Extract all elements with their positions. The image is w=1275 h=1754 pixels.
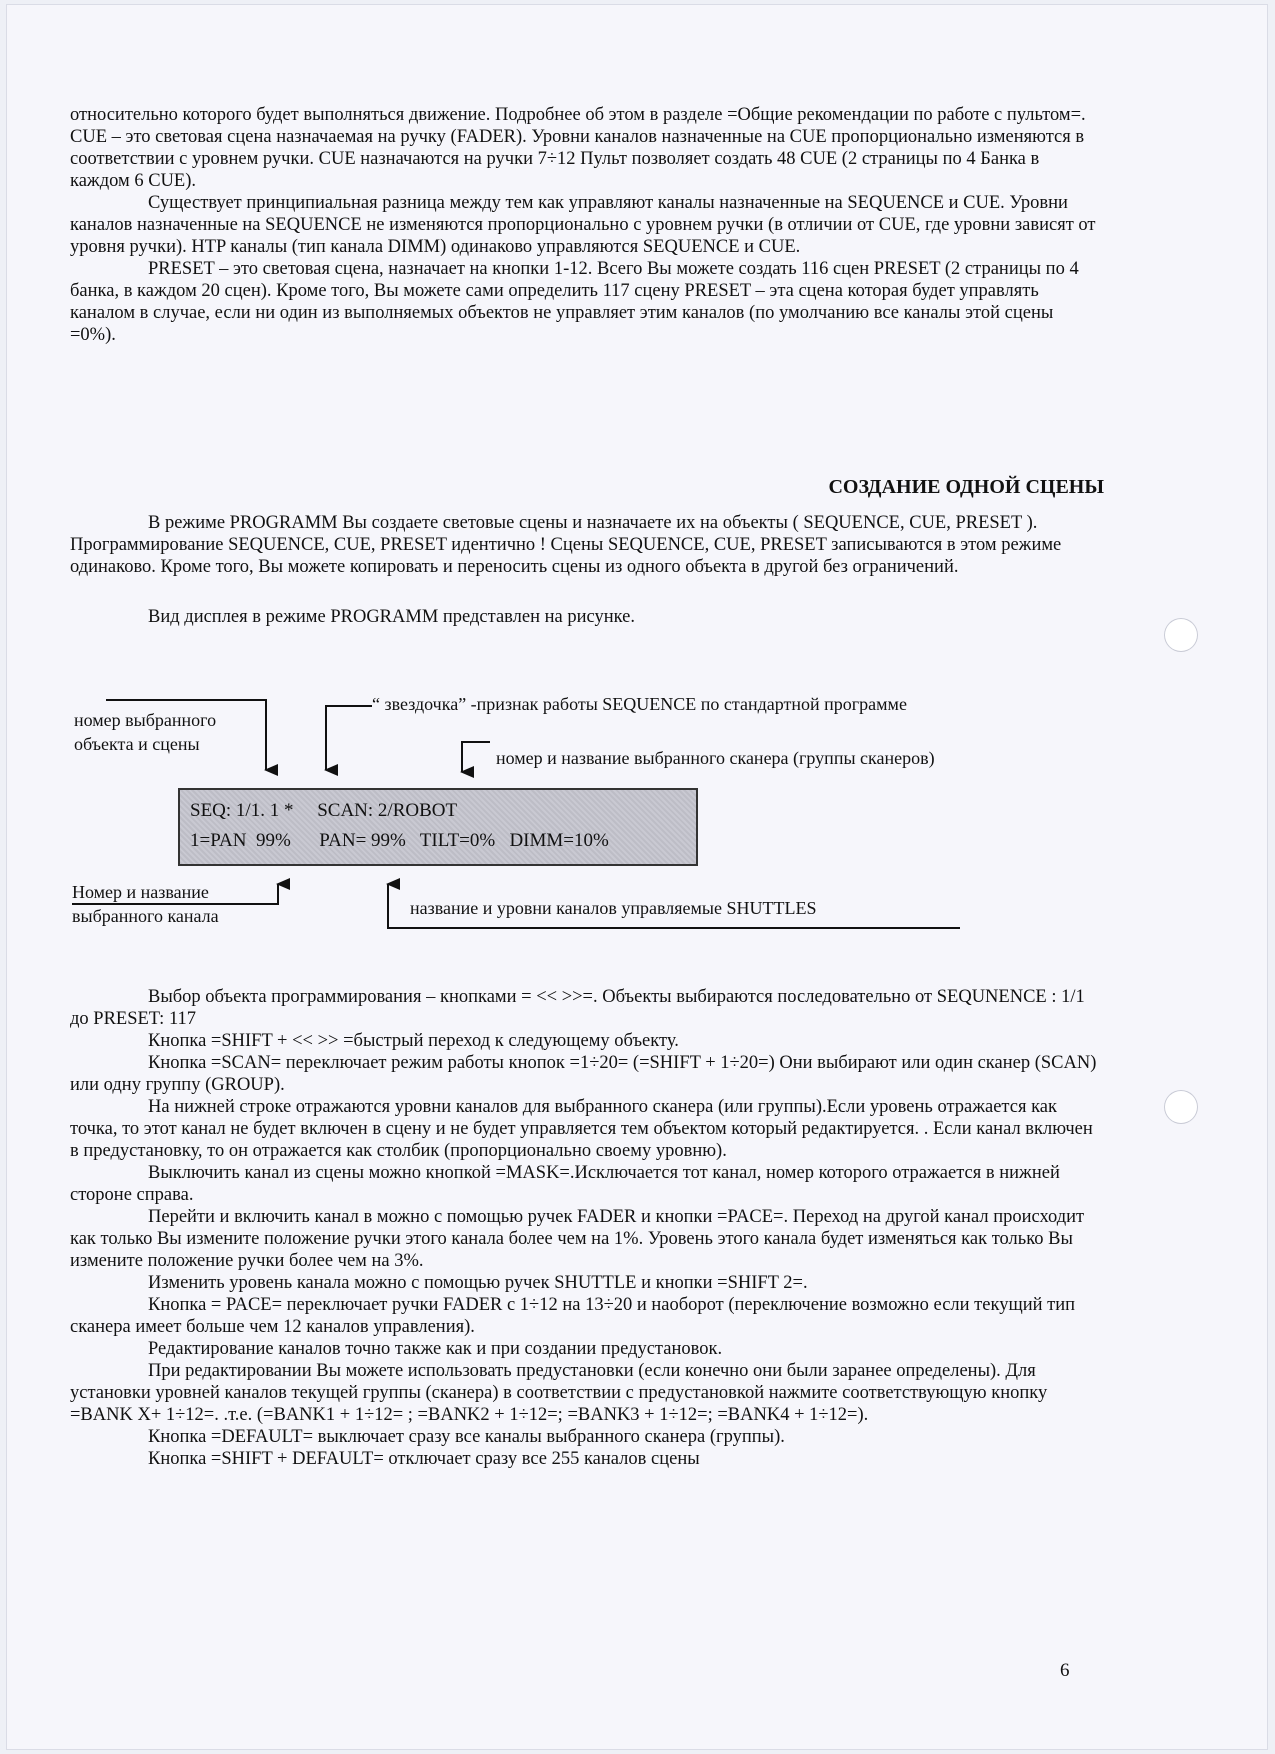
page-number: 6: [1060, 1660, 1070, 1681]
intro-paragraph-1: В режиме PROGRAMM Вы создаете световые сцены и назначаете их на объекты ( SEQUENCE, CUE, PRESET ). Программирование SEQUENCE, CUE, PRESET идентично ! Сцены SEQUENCE, CUE, PRESET записываются в этом режиме одинаково. Кроме того, Вы можете копировать и переносить сцены из одного объекта в другой без ограничений.: [70, 513, 1062, 577]
top-paragraph-4: PRESET – это световая сцена, назначает на кнопки 1-12. Всего Вы можете создать 116 сцен PRESET (2 страницы по 4 банка, в каждом 20 сцен). Кроме того, Вы можете сами определить 117 сцену PRESET – эта сцена которая будет управлять каналом в случае, если ни один из выполняемых объектов не управляет этим каналов (по умолчанию все каналы этой сцены =0%).: [70, 259, 1079, 345]
body-paragraph-5: Выключить канал из сцены можно кнопкой =MASK=.Исключается тот канал, номер которого отражается в нижней стороне справа.: [70, 1163, 1060, 1205]
body-paragraph-12: Кнопка =SHIFT + DEFAULT= отключает сразу все 255 каналов сцены: [148, 1449, 700, 1469]
label-sequence-star: “ звездочка” -признак работы SEQUENCE по стандартной программе: [372, 694, 907, 714]
body-paragraph-1: Выбор объекта программирования – кнопками = << >>=. Объекты выбираются последовательно от SEQUNENCE : 1/1 до PRESET: 117: [70, 987, 1085, 1029]
label-scanner: номер и название выбранного сканера (группы сканеров): [496, 748, 935, 768]
body-paragraph-3: Кнопка =SCAN= переключает режим работы кнопок =1÷20= (=SHIFT + 1÷20=) Они выбирают или один сканер (SCAN) или одну группу (GROUP).: [70, 1053, 1097, 1095]
top-paragraph-3: Существует принципиальная разница между тем как управляют каналы назначенные на SEQUENCE и CUE. Уровни каналов назначенные на SEQUENCE не изменяются пропорционально с уровнем ручки (в отличии от CUE, где уровни зависят от уровня ручки). HTP каналы (тип канала DIMM) одинаково управляются SEQUENCE и CUE.: [70, 193, 1096, 257]
lcd-line-1: SEQ: 1/1. 1 * SCAN: 2/ROBOT: [190, 800, 458, 821]
body-paragraph-7: Изменить уровень канала можно с помощью ручек SHUTTLE и кнопки =SHIFT 2=.: [148, 1273, 808, 1293]
section-heading: СОЗДАНИЕ ОДНОЙ СЦЕНЫ: [828, 476, 1104, 498]
top-paragraph-2: CUE – это световая сцена назначаемая на ручку (FADER). Уровни каналов назначенные на CUE пропорционально изменяются в соответствии с уровнем ручки. CUE назначаются на ручки 7÷12 Пульт позволяет создать 48 CUE (2 страницы по 4 Банка в каждом 6 CUE).: [70, 127, 1085, 191]
body-paragraph-8: Кнопка = PACE= переключает ручки FADER с 1÷12 на 13÷20 и наоборот (переключение возможно если текущий тип сканера имеет больше чем 12 каналов управления).: [70, 1295, 1076, 1337]
text-block-bottom: [70, 986, 1100, 1470]
body-paragraph-2: Кнопка =SHIFT + << >> =быстрый переход к следующему объекту.: [148, 1031, 679, 1051]
body-paragraph-10: При редактировании Вы можете использовать предустановки (если конечно они были заранее определены). Для установки уровней каналов текущей группы (сканера) в соответствии с предустановкой нажмите соответствующую кнопку =BANK X+ 1÷12=. .т.е. (=BANK1 + 1÷12= ; =BANK2 + 1÷12=; =BANK3 + 1÷12=; =BANK4 + 1÷12=).: [70, 1361, 1048, 1425]
label-channel: Номер и название выбранного канала: [72, 882, 219, 926]
label-shuttles: название и уровни каналов управляемые SHUTTLES: [410, 898, 817, 918]
label-object-scene: номер выбранного объекта и сцены: [74, 710, 217, 754]
lcd-line-2: 1=PAN 99% PAN= 99% TILT=0% DIMM=10%: [190, 830, 609, 851]
body-paragraph-4: На нижней строке отражаются уровни каналов для выбранного сканера (или группы).Если уровень отражается как точка, то этот канал не будет включен в сцену и не будет управляется тем объектом который редактируется. . Если канал включен в предустановку, то он отражается как столбик (пропорционально своему уровню).: [70, 1097, 1093, 1161]
intro-paragraph-2: Вид дисплея в режиме PROGRAMM представлен на рисунке.: [148, 607, 635, 627]
body-paragraph-9: Редактирование каналов точно также как и при создании предустановок.: [148, 1339, 723, 1359]
top-paragraph-1: относительно которого будет выполняться движение. Подробнее об этом в разделе =Общие рекомендации по работе с пультом=.: [70, 105, 1086, 125]
body-paragraph-11: Кнопка =DEFAULT= выключает сразу все каналы выбранного сканера (группы).: [148, 1427, 785, 1447]
body-paragraph-6: Перейти и включить канал в можно с помощью ручек FADER и кнопки =PACE=. Переход на другой канал происходит как только Вы измените положение ручки этого канала более чем на 1%. Уровень этого канала будет изменяться как только Вы измените положение ручки более чем на 3%.: [70, 1207, 1085, 1271]
